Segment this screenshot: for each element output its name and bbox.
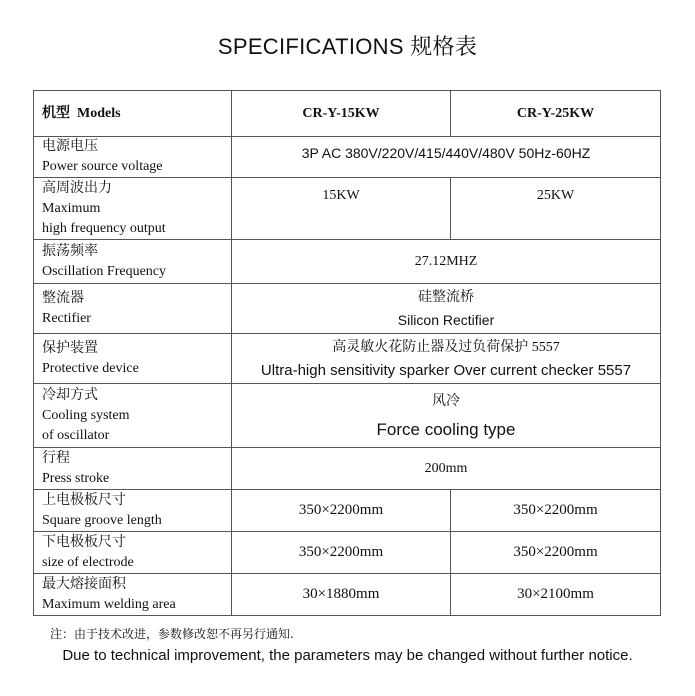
row-label: [34, 240, 232, 284]
label-cn: 行程: [42, 450, 70, 466]
models-header: [34, 91, 232, 137]
row-label: [34, 532, 232, 574]
spec-value: 200mm: [232, 448, 661, 490]
spec-value-model-1: 350×2200mm: [232, 490, 451, 532]
note-cn: 注：由于技术改进，参数修改恕不再另行通知.: [50, 627, 294, 641]
spec-value: [232, 384, 661, 448]
row-label: [34, 490, 232, 532]
spec-value-model-1: 15KW: [232, 178, 451, 240]
row-label: [34, 284, 232, 334]
spec-row-hf-output: [34, 178, 661, 240]
spec-value: [232, 284, 661, 334]
label-en: of oscillator: [42, 427, 110, 443]
row-label: [34, 137, 232, 178]
row-label: [34, 448, 232, 490]
label-en: Rectifier: [42, 310, 91, 326]
value-en: Force cooling type: [376, 419, 516, 439]
label-cn: 电源电压: [42, 139, 98, 154]
row-label: [34, 334, 232, 384]
spec-value-model-2: 350×2200mm: [451, 532, 661, 574]
note-en: Due to technical improvement, the parameters may be changed without further notice.: [62, 647, 633, 664]
spec-value-model-2: 25KW: [451, 178, 661, 240]
row-label: [34, 384, 232, 448]
label-en: Maximum welding area: [42, 596, 176, 612]
label-en: high frequency output: [42, 220, 166, 236]
spec-row-lower-electrode: [34, 532, 661, 574]
spec-value-model-2: 350×2200mm: [451, 490, 661, 532]
header-row: [34, 91, 661, 137]
label-en: Protective device: [42, 360, 139, 376]
models-header-en: Models: [77, 105, 121, 121]
spec-row-power-voltage: [34, 137, 661, 178]
row-label: [34, 574, 232, 616]
label-en: Press stroke: [42, 470, 110, 486]
value-cn: 高灵敏火花防止器及过负荷保护 5557: [332, 339, 560, 355]
label-en: Cooling system: [42, 407, 130, 423]
label-cn: 振荡频率: [42, 243, 98, 259]
label-cn: 高周波出力: [42, 180, 112, 196]
label-cn: 上电极板尺寸: [42, 492, 126, 508]
spec-row-press-stroke: [34, 448, 661, 490]
label-en: Square groove length: [42, 512, 162, 528]
label-cn: 保护装置: [42, 340, 98, 356]
label-en: Maximum: [42, 200, 101, 216]
spec-row-max-welding-area: [34, 574, 661, 616]
label-en: Power source voltage: [42, 159, 163, 174]
models-header-cn: 机型: [42, 105, 70, 121]
spec-value: 27.12MHZ: [232, 240, 661, 284]
spec-row-rectifier: [34, 284, 661, 334]
label-en: Oscillation Frequency: [42, 263, 167, 279]
value-en: Ultra-high sensitivity sparker Over current checker 5557: [260, 361, 632, 379]
label-cn: 整流器: [42, 290, 84, 306]
spec-row-protective-device: [34, 334, 661, 384]
specifications-table: [33, 90, 661, 616]
label-cn: 最大熔接面积: [42, 576, 126, 592]
page-title: SPECIFICATIONS 规格表: [217, 34, 478, 59]
spec-row-upper-electrode: [34, 490, 661, 532]
spec-value-model-2: 30×2100mm: [451, 574, 661, 616]
value-cn: 硅整流桥: [418, 289, 474, 305]
spec-row-cooling-system: [34, 384, 661, 448]
model-1-header: CR-Y-15KW: [232, 91, 451, 137]
row-label: [34, 178, 232, 240]
spec-value: [232, 334, 661, 384]
spec-row-oscillation-frequency: [34, 240, 661, 284]
value-en: Silicon Rectifier: [397, 311, 495, 328]
model-2-header: CR-Y-25KW: [451, 91, 661, 137]
spec-value-model-1: 350×2200mm: [232, 532, 451, 574]
value-cn: 风冷: [432, 393, 460, 409]
label-cn: 冷却方式: [42, 387, 98, 403]
label-cn: 下电极板尺寸: [42, 534, 126, 550]
spec-value-model-1: 30×1880mm: [232, 574, 451, 616]
label-en: size of electrode: [42, 554, 134, 570]
spec-value: 3P AC 380V/220V/415/440V/480V 50Hz-60HZ: [232, 137, 661, 178]
